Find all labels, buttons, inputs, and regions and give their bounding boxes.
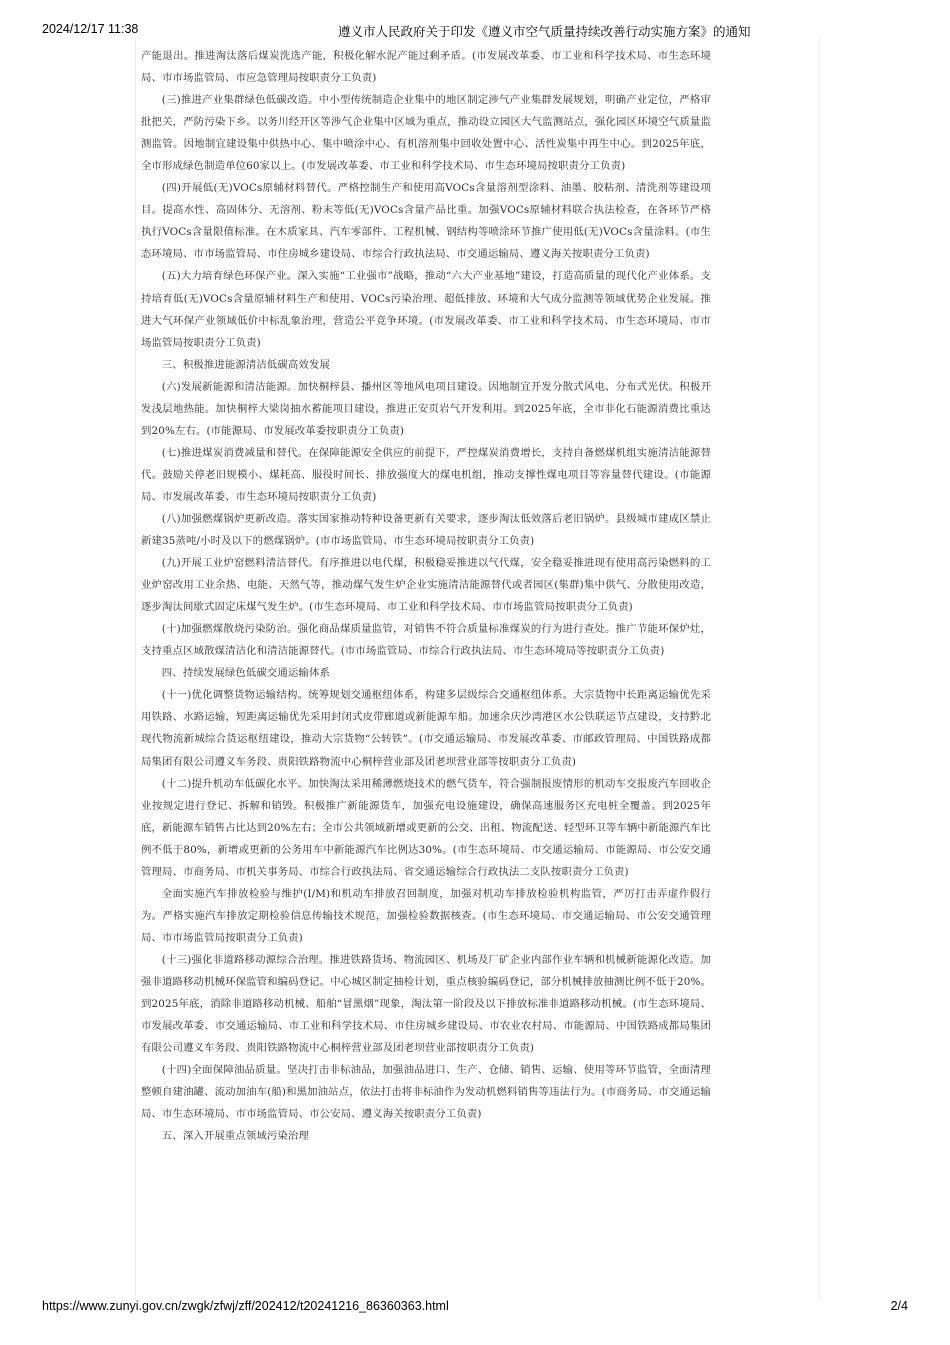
paragraph-section-12-im: 全面实施汽车排放检验与维护(I/M)和机动车排放召回制度，加强对机动车排放检验机构监管，严厉打击弄虚作假行为。严格实施汽车排放定期检验信息传输技术规范，加强检验数据核查。(市生态环境局、市交通运输局、市公安交通管理局、市市场监管局按职责分工负责): [141, 887, 711, 944]
paragraph-continuation: 产能退出。推进淘汰落后煤炭洗选产能，积极化解水泥产能过剩矛盾。(市发展改革委、市工业和科学技术局、市生态环境局、市市场监管局、市应急管理局按职责分工负责): [141, 50, 711, 85]
paragraph-section-10: (十)加强燃煤散烧污染防治。强化商品煤质量监管，对销售不符合质量标准煤炭的行为进行查处。推广节能环保炉灶，支持重点区域散煤清洁化和清洁能源替代。(市市场监管局、市综合行政执法局、市生态环境局等按职责分工负责): [141, 623, 711, 658]
heading-chapter-5: 五、深入开展重点领域污染治理: [161, 1130, 309, 1143]
article-body: [141, 45, 711, 1147]
paragraph-section-4: (四)开展低(无)VOCs原辅材料替代。严格控制生产和使用高VOCs含量溶剂型涂料、油墨、胶粘剂、清洗剂等建设项目。提高水性、高固体分、无溶剂、粉末等低(无)VOCs含量产品比重。加强VOCs原辅材料联合执法检查，在各环节严格执行VOCs含量限值标准。在木质家具、汽车零部件、工程机械、钢结构等喷涂环节推广使用低(无)VOCs含量涂料。(市生态环境局、市市场监管局、市住房城乡建设局、市综合行政执法局、市交通运输局、遵义海关按职责分工负责): [141, 182, 711, 261]
heading-chapter-3: 三、积极推进能源清洁低碳高效发展: [161, 358, 330, 371]
paragraph-section-12: (十二)提升机动车低碳化水平。加快淘汰采用稀薄燃烧技术的燃气货车，符合强制报废情形的机动车交报废汽车回收企业按规定进行登记、拆解和销毁。积极推广新能源货车，加强充电设施建设，确保高速服务区充电桩全覆盖。到2025年底，新能源车销售占比达到20%左右；全市公共领域新增或更新的公交、出租、物流配送、轻型环卫等车辆中新能源汽车比例不低于80%，新增或更新的公务用车中新能源汽车比例达30%。(市生态环境局、市交通运输局、市能源局、市公安交通管理局、市商务局、市机关事务局、市综合行政执法局、省交通运输综合行政执法二支队按职责分工负责): [141, 777, 712, 878]
paragraph-section-14: (十四)全面保障油品质量。坚决打击非标油品，加强油品进口、生产、仓储、销售、运输、使用等环节监管，全面清理整顿自建油罐、流动加油车(船)和黑加油站点，依法打击将非标油作为发动机燃料销售等违法行为。(市商务局、市交通运输局、市生态环境局、市市场监管局、市公安局、遵义海关按职责分工负责): [141, 1064, 711, 1121]
paragraph-section-5: (五)大力培育绿色环保产业。深入实施“工业强市”战略，推动“六大产业基地”建设，打造高质量的现代化产业体系。支持培育低(无)VOCs含量原辅材料生产和使用、VOCs污染治理、超低排放、环境和大气成分监测等领域优势企业发展。推进大气环保产业领域低价中标乱象治理，营造公平竞争环境。(市发展改革委、市工业和科学技术局、市生态环境局、市市场监管局按职责分工负责): [141, 270, 711, 349]
print-footer: [42, 1299, 908, 1319]
document-title: 遵义市人民政府关于印发《遵义市空气质量持续改善行动实施方案》的通知: [338, 25, 751, 39]
page-number: 2/4: [890, 1299, 908, 1313]
paragraph-section-3: (三)推进产业集群绿色低碳改造。中小型传统制造企业集中的地区制定涉气产业集群发展规划，明确产业定位，严格审批把关，严防污染下乡。以务川经开区等涉气企业集中区域为重点，推动设立园区大气监测站点，强化园区环境空气质量监测监管。因地制宜建设集中供热中心、集中喷涂中心、有机溶剂集中回收处置中心、活性炭集中再生中心。到2025年底，全市形成绿色制造单位60家以上。(市发展改革委、市工业和科学技术局、市生态环境局按职责分工负责): [141, 94, 711, 173]
article-frame: [135, 38, 820, 1300]
paragraph-section-8: (八)加强燃煤锅炉更新改造。落实国家推动特种设备更新有关要求，逐步淘汰低效落后老旧锅炉。县级城市建成区禁止新建35蒸吨/小时及以下的燃煤锅炉。(市市场监管局、市生态环境局按职责分工负责): [141, 512, 711, 548]
paragraph-section-11: (十一)优化调整货物运输结构。统筹规划交通枢纽体系，构建多层级综合交通枢纽体系。大宗货物中长距离运输优先采用铁路、水路运输，短距离运输优先采用封闭式皮带廊道或新能源车船。加速余庆沙湾港区水公铁联运节点建设，支持黔北现代物流新城综合货运枢纽建设，推动大宗货物“公转铁”。(市交通运输局、市发展改革委、市邮政管理局、中国铁路成都局集团有限公司遵义车务段、贵阳铁路物流中心桐梓营业部及团老坝营业部等按职责分工负责): [141, 689, 711, 768]
paragraph-section-9: (九)开展工业炉窑燃料清洁替代。有序推进以电代煤，积极稳妥推进以气代煤，安全稳妥推进现有使用高污染燃料的工业炉窑改用工业余热、电能、天然气等，推动煤气发生炉企业实施清洁能源替代或者园区(集群)集中供气、分散使用改造，逐步淘汰间歇式固定床煤气发生炉。(市生态环境局、市工业和科学技术局、市市场监管局按职责分工负责): [141, 557, 711, 614]
heading-chapter-4: 四、持续发展绿色低碳交通运输体系: [161, 667, 330, 680]
paragraph-section-13: (十三)强化非道路移动源综合治理。推进铁路货场、物流园区、机场及厂矿企业内部作业车辆和机械新能源化改造。加强非道路移动机械环保监管和编码登记。中心城区制定抽检计划，重点核验编码登记，部分机械排放抽测比例不低于20%。到2025年底，消除非道路移动机械、船舶“冒黑烟”现象，淘汰第一阶段及以下排放标准非道路移动机械。(市生态环境局、市发展改革委、市交通运输局、市工业和科学技术局、市住房城乡建设局、市农业农村局、市能源局、中国铁路成都局集团有限公司遵义车务段、贵阳铁路物流中心桐梓营业部及团老坝营业部按职责分工负责): [141, 953, 712, 1055]
paragraph-section-6: (六)发展新能源和清洁能源。加快桐梓县、播州区等地风电项目建设。因地制宜开发分散式风电、分布式光伏。积极开发浅层地热能。加快桐梓大梁岗抽水蓄能项目建设，推进正安页岩气开发利用。到2025年底，全市非化石能源消费比重达到20%左右。(市能源局、市发展改革委按职责分工负责): [141, 380, 711, 437]
page-url: https://www.zunyi.gov.cn/zwgk/zfwj/zff/202412/t20241216_86360363.html: [42, 1299, 449, 1313]
paragraph-section-7: (七)推进煤炭消费减量和替代。在保障能源安全供应的前提下，严控煤炭消费增长，支持自备燃煤机组实施清洁能源替代。鼓励关停老旧规模小、煤耗高、服役时间长、排放强度大的煤电机组，推动支撑性煤电项目等容量替代建设。(市能源局、市发展改革委、市生态环境局按职责分工负责): [141, 446, 711, 503]
print-datetime: 2024/12/17 11:38: [42, 22, 139, 36]
